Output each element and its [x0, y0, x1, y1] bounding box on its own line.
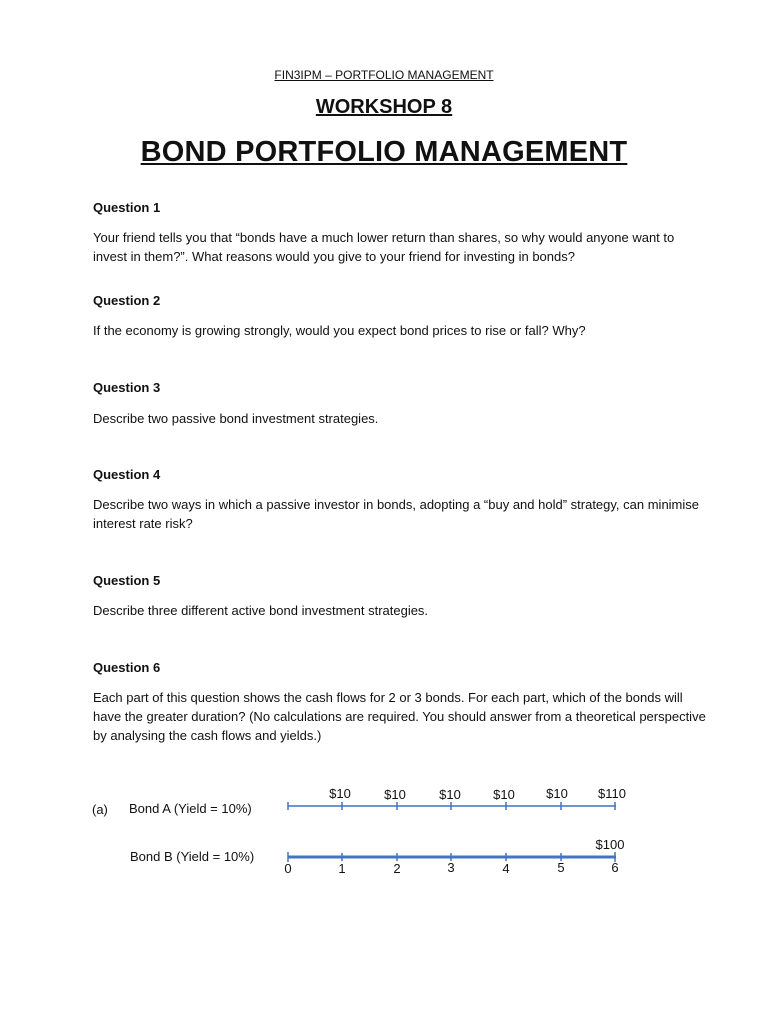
period-label-6: 6	[611, 860, 619, 875]
period-label-3: 3	[447, 860, 455, 875]
bond-a-cash-flow-3: $10	[439, 787, 461, 802]
question-1-heading: Question 1	[93, 200, 161, 215]
bond-b-cash-flow-6: $100	[595, 837, 625, 852]
question-3-heading: Question 3	[93, 380, 161, 395]
period-label-4: 4	[502, 861, 510, 876]
bond-a-timeline	[288, 802, 616, 810]
question-4-text: Describe two ways in which a passive investor in bonds, adopting a “buy and hold” strategy, can minimise interest rate risk?	[93, 497, 700, 531]
bond-a-cash-flow-5: $10	[546, 786, 568, 801]
question-6-text: Each part of this question shows the cash flows for 2 or 3 bonds. For each part, which of the bonds will have the greater duration? (No calculations are required. You should answer from a theoretical perspective by analysing the cash flows and yields.)	[93, 690, 706, 743]
period-label-5: 5	[557, 860, 565, 875]
question-1-text: Your friend tells you that “bonds have a much lower return than shares, so why would anyone want to invest in them?”. What reasons would you give to your friend for investing in bonds?	[93, 230, 675, 264]
question-2-text: If the economy is growing strongly, would you expect bond prices to rise or fall? Why?	[93, 323, 586, 338]
bond-a-cash-flow-4: $10	[493, 787, 515, 802]
bond-a-label: Bond A (Yield = 10%)	[129, 801, 252, 816]
question-2-heading: Question 2	[93, 293, 161, 308]
period-label-1: 1	[338, 861, 346, 876]
bond-a-cash-flow-1: $10	[329, 786, 351, 801]
bond-a-cash-flow-6: $110	[598, 786, 626, 801]
bond-a-cash-flow-2: $10	[384, 787, 406, 802]
question-5-text: Describe three different active bond investment strategies.	[93, 603, 429, 618]
question-3-text: Describe two passive bond investment strategies.	[93, 411, 379, 426]
course-title: FIN3IPM – PORTFOLIO MANAGEMENT	[274, 68, 494, 82]
part-a-label: (a)	[92, 802, 108, 817]
question-5-heading: Question 5	[93, 573, 161, 588]
period-label-0: 0	[284, 861, 292, 876]
bond-b-label: Bond B (Yield = 10%)	[130, 849, 255, 864]
question-4-heading: Question 4	[93, 467, 161, 482]
page-title: BOND PORTFOLIO MANAGEMENT	[140, 136, 628, 168]
question-6-heading: Question 6	[93, 660, 161, 675]
workshop-title: WORKSHOP 8	[315, 96, 453, 118]
period-label-2: 2	[393, 861, 401, 876]
